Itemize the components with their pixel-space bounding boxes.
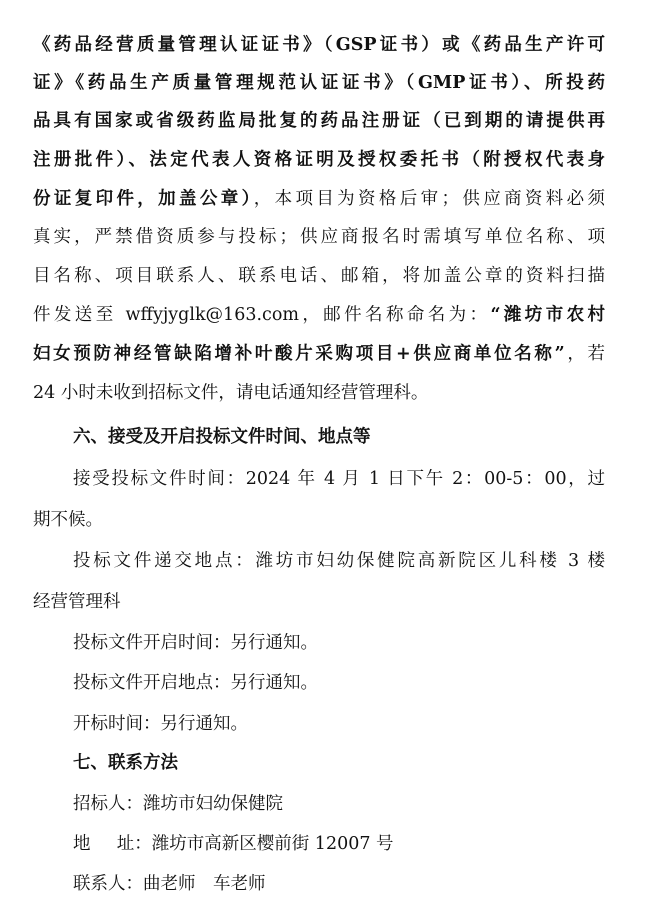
section7-heading: 七、联系方法 bbox=[73, 753, 178, 773]
tenderer-line bbox=[73, 784, 605, 824]
address-value: 潍坊市高新区樱前街 12007 号 bbox=[151, 834, 394, 854]
para1-line-8 bbox=[33, 295, 605, 335]
para1-line-8-pre: 件发送至 wffyjyglk@163.com，邮件名称命名为： bbox=[33, 305, 491, 325]
para1-line-5-rest: ，本项目为资格后审；供应商资料必须 bbox=[253, 189, 605, 209]
section6-heading: 六、接受及开启投标文件时间、地点等 bbox=[73, 427, 371, 447]
contact-value: 曲老师 车老师 bbox=[143, 874, 266, 894]
address-line bbox=[73, 824, 605, 864]
tenderer-label: 招标人： bbox=[73, 794, 143, 814]
para1-line-1: 《药品经营质量管理认证证书》（GSP证书）或《药品生产许可 bbox=[33, 35, 605, 55]
para1-line-3: 品具有国家或省级药监局批复的药品注册证（已到期的请提供再 bbox=[33, 111, 605, 131]
open-time-line: 投标文件开启时间：另行通知。 bbox=[73, 633, 318, 653]
submit-place-line-1: 投标文件递交地点：潍坊市妇幼保健院高新院区儿科楼 3 楼 bbox=[73, 551, 605, 571]
para1-line-4: 注册批件）、法定代表人资格证明及授权委托书（附授权代表身 bbox=[33, 150, 605, 170]
para1-line-6: 真实，严禁借资质参与投标；供应商报名时需填写单位名称、项 bbox=[33, 227, 605, 247]
bid-time-line: 开标时间：另行通知。 bbox=[73, 714, 248, 734]
contact-line bbox=[73, 864, 605, 904]
para1-line-2: 证》《药品生产质量管理规范认证证书》（GMP证书）、所投药 bbox=[33, 73, 605, 93]
para1-line-5 bbox=[33, 179, 605, 219]
address-label-char2: 址： bbox=[116, 834, 152, 854]
para1-line-5-bold: 份证复印件，加盖公章） bbox=[33, 189, 254, 209]
para1-line-7: 目名称、项目联系人、联系电话、邮箱，将加盖公章的资料扫描 bbox=[33, 266, 605, 286]
receive-time-line-2: 期不候。 bbox=[33, 510, 103, 530]
para1-line-9 bbox=[33, 334, 605, 374]
submit-place-line-2: 经营管理科 bbox=[33, 592, 121, 612]
para1-line-9-rest: ，若 bbox=[564, 344, 605, 364]
open-place-line: 投标文件开启地点：另行通知。 bbox=[73, 673, 318, 693]
receive-time-line-1: 接受投标文件时间：2024 年 4 月 1 日下午 2：00-5：00，过 bbox=[73, 469, 605, 489]
para1-line-8-bold: “潍坊市农村 bbox=[490, 305, 605, 325]
para1-line-10: 24 小时未收到招标文件，请电话通知经营管理科。 bbox=[33, 383, 429, 403]
tenderer-value: 潍坊市妇幼保健院 bbox=[143, 794, 283, 814]
address-label-char1: 地 bbox=[73, 834, 117, 854]
para1-line-9-bold: 妇女预防神经管缺陷增补叶酸片采购项目+供应商单位名称” bbox=[33, 344, 565, 364]
contact-label: 联系人： bbox=[73, 874, 143, 894]
